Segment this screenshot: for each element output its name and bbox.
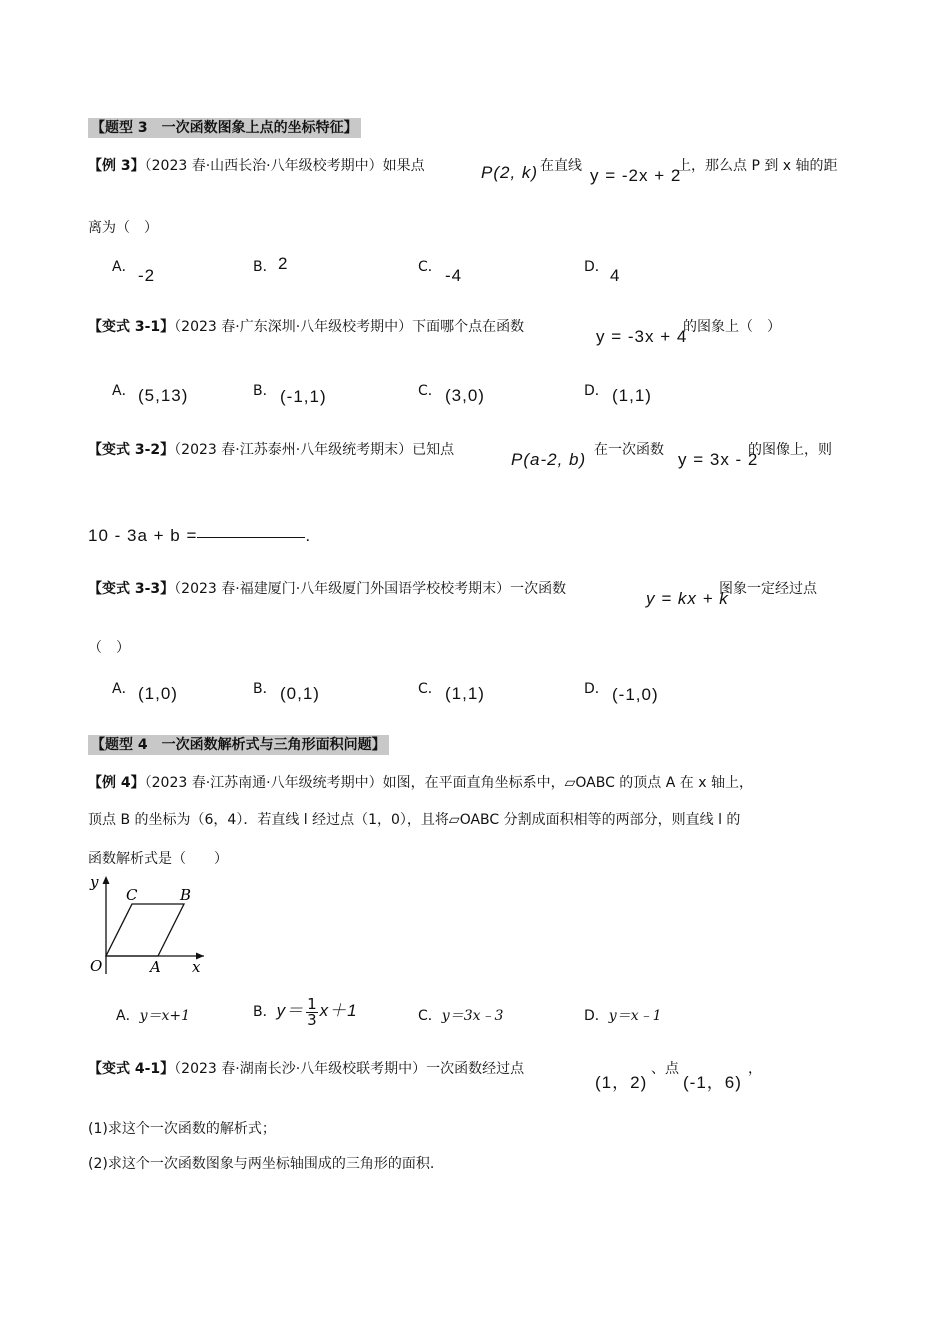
point-p-math: P(2, k) — [481, 163, 539, 182]
example-4-option-d-value: y＝x﹣1 — [608, 1008, 662, 1024]
example-4-option-a — [116, 1005, 190, 1025]
fraction-one-third — [306, 994, 318, 1029]
variant-3-3-option-c-label: C． — [418, 681, 442, 697]
example-4-option-b — [253, 996, 358, 1028]
variant-4-1-question-1: (1)求这个一次函数的解析式； — [88, 1121, 276, 1137]
variant-3-3-option-b-value: (0,1) — [280, 684, 320, 703]
variant-3-2-tail: 的图像上，则 — [748, 442, 832, 458]
example-3-option-c-label: C． — [418, 259, 442, 275]
example-3-line2: 离为（ ） — [88, 220, 158, 236]
example-4-option-b-prefix: y＝ — [276, 1001, 305, 1020]
variant-3-1-tag: 【变式 3-1】 — [88, 319, 175, 335]
label-c: C — [126, 886, 138, 904]
variant-3-2-end: . — [305, 526, 312, 545]
variant-3-1-option-b-label: B． — [253, 383, 277, 399]
parallelogram-oabc — [106, 904, 184, 956]
variant-3-1-text: （2023 春·广东深圳·八年级校考期中）下面哪个点在函数 — [174, 319, 525, 335]
section-3-heading: 【题型 3 一次函数图象上点的坐标特征】 — [88, 118, 361, 138]
example-4-option-c-label: C． — [418, 1008, 442, 1024]
variant-4-1-text: （2023 春·湖南长沙·八年级校联考期中）一次函数经过点 — [174, 1061, 525, 1077]
variant-3-3-tail: 图象一定经过点 — [719, 581, 817, 597]
example-4-option-d-label: D． — [584, 1008, 609, 1024]
variant-4-1-tag: 【变式 4-1】 — [88, 1061, 175, 1077]
example-4-option-b-suffix: x＋1 — [319, 1001, 358, 1020]
variant-3-1-option-a-label: A． — [112, 383, 136, 399]
example-3-tag: 【例 3】 — [88, 158, 145, 174]
variant-3-3-option-a-label: A． — [112, 681, 136, 697]
example-3-option-d-label: D． — [584, 259, 609, 275]
variant-3-1-option-a-value: (5,13) — [138, 386, 189, 405]
y-axis-arrow — [103, 876, 110, 884]
variant-3-1-tail: 的图象上（ ） — [683, 319, 781, 335]
parallelogram-figure — [86, 870, 216, 980]
variant-4-1-sep: 、点 — [651, 1061, 679, 1077]
example-4-tag: 【例 4】 — [88, 775, 145, 791]
variant-3-1-line1 — [88, 316, 524, 336]
example-3-option-b-value: 2 — [278, 254, 289, 273]
section-4-heading: 【题型 4 一次函数解析式与三角形面积问题】 — [88, 735, 389, 755]
variant-3-1-option-d-label: D． — [584, 383, 609, 399]
example-4-option-b-label: B． — [253, 1004, 277, 1020]
example-3-option-a-label: A． — [112, 259, 136, 275]
variant-3-3-option-d-label: D． — [584, 681, 609, 697]
example-4-option-a-value: y＝x+1 — [139, 1008, 191, 1024]
label-b: B — [180, 886, 192, 904]
example-4-option-d — [584, 1005, 662, 1025]
variant-4-1-point2: (-1，6) — [683, 1073, 742, 1092]
label-x: x — [192, 958, 201, 976]
variant-3-2-expr: 10 - 3a + b = — [88, 526, 198, 545]
variant-3-1-option-d-value: (1,1) — [612, 386, 652, 405]
variant-3-3-option-a-value: (1,0) — [138, 684, 178, 703]
variant-3-3-line2: （ ） — [88, 640, 130, 656]
example-3-line1 — [88, 155, 425, 175]
example-3-option-b-label: B． — [253, 259, 277, 275]
example-4-option-a-label: A． — [116, 1008, 140, 1024]
variant-3-3-text: （2023 春·福建厦门·八年级厦门外国语学校校考期末）一次函数 — [174, 581, 567, 597]
variant-4-1-question-2: (2)求这个一次函数图象与两坐标轴围成的三角形的面积. — [88, 1156, 435, 1172]
variant-3-2-line1 — [88, 439, 454, 459]
example-4-line1 — [88, 772, 753, 792]
label-o: O — [90, 957, 103, 975]
example-3-option-a-value: -2 — [138, 266, 156, 285]
label-a: A — [150, 958, 161, 976]
variant-3-2-point: P(a-2, b) — [511, 450, 587, 469]
example-4-option-c-value: y＝3x﹣3 — [441, 1008, 504, 1024]
example-3-tail: 上，那么点 P 到 x 轴的距 — [677, 158, 838, 174]
example-4-option-c — [418, 1005, 503, 1025]
example-3-source: （2023 春·山西长治·八年级校考期中）如果点 — [144, 158, 425, 174]
variant-4-1-end: ， — [748, 1061, 762, 1077]
variant-4-1-line1 — [88, 1058, 524, 1078]
fraction-denominator: 3 — [307, 1010, 317, 1029]
variant-3-2-text: （2023 春·江苏泰州·八年级统考期末）已知点 — [174, 442, 455, 458]
example-3-option-d-value: 4 — [610, 266, 621, 285]
variant-3-3-func: y = kx + k — [646, 589, 729, 608]
example-4-line3: 函数解析式是（ ） — [88, 851, 228, 867]
variant-3-2-mid: 在一次函数 — [594, 442, 664, 458]
answer-blank[interactable] — [197, 536, 305, 538]
variant-3-2-func: y = 3x - 2 — [678, 450, 759, 469]
variant-3-1-option-c-value: (3,0) — [445, 386, 485, 405]
variant-4-1-point1: (1，2) — [595, 1073, 648, 1092]
variant-3-2-tag: 【变式 3-2】 — [88, 442, 175, 458]
variant-3-1-option-b-value: (-1,1) — [280, 387, 327, 406]
variant-3-3-option-d-value: (-1,0) — [612, 685, 659, 704]
label-y: y — [90, 873, 99, 891]
variant-3-3-option-b-label: B． — [253, 681, 277, 697]
fraction-numerator: 1 — [307, 994, 317, 1013]
example-4-line2: 顶点 B 的坐标为（6，4）．若直线 l 经过点（1，0），且将▱OABC 分割成面积相等的两部分，则直线 l 的 — [88, 812, 741, 828]
variant-3-2-expression — [88, 526, 311, 546]
variant-3-3-line1 — [88, 578, 566, 598]
example-3-option-c-value: -4 — [445, 266, 463, 285]
example-3-mid: 在直线 — [540, 158, 582, 174]
variant-3-1-func: y = -3x + 4 — [596, 327, 688, 346]
line-equation-math: y = -2x + 2 — [590, 166, 682, 185]
example-4-text1: （2023 春·江苏南通·八年级统考期中）如图，在平面直角坐标系中，▱OABC 的顶点 A 在 x 轴上， — [144, 775, 753, 791]
variant-3-3-option-c-value: (1,1) — [445, 684, 485, 703]
variant-3-1-option-c-label: C． — [418, 383, 442, 399]
variant-3-3-tag: 【变式 3-3】 — [88, 581, 175, 597]
